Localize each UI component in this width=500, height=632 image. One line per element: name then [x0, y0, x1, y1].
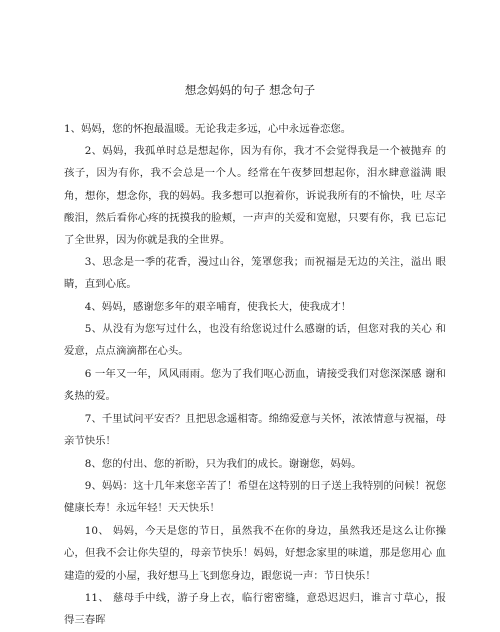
paragraph-6: 6 一年又一年，风风雨雨。您为了我们呕心沥血，请接受我们对您深深感 谢和炙热的爱。	[64, 368, 446, 403]
paragraph-7: 7、千里试问平安否？且把思念遥相寄。绵绵爱意与关怀，浓浓情意与祝福，母亲节快乐！	[64, 413, 446, 448]
paragraph-5: 5、从没有为您写过什么，也没有给您说过什么感谢的话，但您对我的关心 和爱意，点点滴滴都在心头。	[64, 323, 446, 358]
paragraph-9: 9、妈妈：这十几年来您辛苦了！希望在这特别的日子送上我特别的问候！祝您健康长寿！永远年轻！天天快乐！	[64, 480, 446, 515]
paragraph-11: 11、 慈母手中线，游子身上衣，临行密密缝，意恐迟迟归，谁言寸草心，报 得三春晖	[64, 592, 446, 627]
paragraph-4: 4、妈妈，感谢您多年的艰辛哺育，使我长大，使我成才！	[84, 301, 352, 313]
document-title: 想念妈妈的句子 想念句子	[184, 83, 316, 97]
paragraph-8: 8、您的付出、您的祈盼，只为我们的成长。谢谢您，妈妈。	[84, 458, 362, 470]
paragraph-3: 3、思念是一季的花香，漫过山谷，笼罩您我；而祝福是无边的关注，溢出 眼睛，直到心底。	[64, 256, 446, 291]
paragraph-10: 10、 妈妈，今天是您的节日，虽然我不在你的身边，虽然我还是这么让你操 心，但我不会让你失望的，母亲节快乐！妈妈，好想念家里的味道，那是您用心 血建造的爱的小屋，我好想马上飞到您身边，跟您说一声：节日快乐！	[64, 525, 446, 582]
paragraph-2: 2、妈妈，我孤单时总是想起你，因为有你，我才不会觉得我是一个被抛弃 的孩子，因为有你，我不会总是一个人。经常在午夜梦回想起你，泪水肆意溢满 眼角，想你，想念你，我的妈妈。我多想可以抱着你，诉说我所有的不愉快，吐 尽辛酸泪，然后看你心疼的抚摸我的脸颊，一声声的关爱和宽慰，只要有你，我 已忘记了全世界，因为你就是我的全世界。	[64, 145, 446, 247]
paragraph-1: 1、妈妈，您的怀抱最温暖。无论我走多远，心中永远眷恋您。	[64, 123, 352, 135]
